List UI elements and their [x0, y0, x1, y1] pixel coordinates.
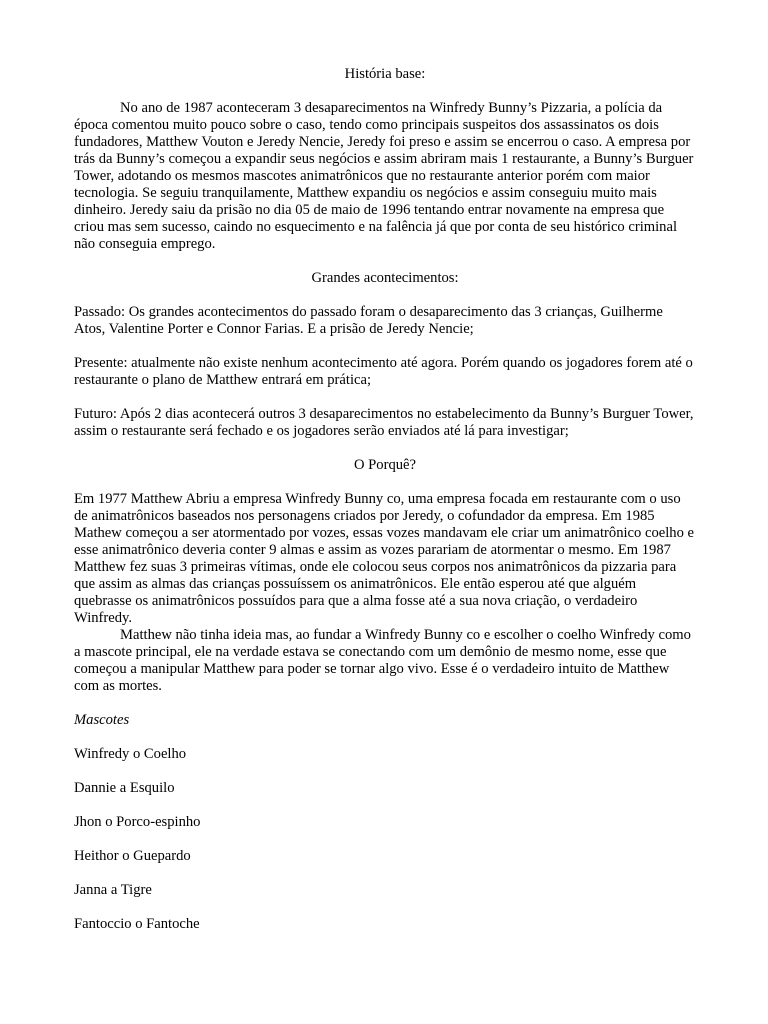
base-story-paragraph: No ano de 1987 aconteceram 3 desaparecimentos na Winfredy Bunny’s Pizzaria, a polícia da época comentou muito pouco sobre o caso, tendo como principais suspeitos dos assassinatos os dois fundadores, Matthew Vouton e Jeredy Nencie, Jeredy foi preso e assim se encerrou o caso. A empresa por trás da Bunny’s começou a expandir seus negócios e assim abriram mais 1 restaurante, a Bunny’s Burguer Tower, adotando os mesmos mascotes animatrônicos que no restaurante anterior porém com maior tecnologia. Se seguiu tranquilamente, Matthew expandiu os negócios e assim conseguiu muito mais dinheiro. Jeredy saiu da prisão no dia 05 de maio de 1996 tentando entrar novamente na empresa que criou mas sem sucesso, caindo no esquecimento e na falência já que por conta de seu histórico criminal não conseguia emprego.	[74, 100, 694, 252]
present-paragraph: Presente: atualmente não existe nenhum acontecimento até agora. Porém quando os jogadores forem até o restaurante o plano de Matthew entrará em prática;	[74, 355, 693, 388]
mascot-item: Dannie a Esquilo	[74, 780, 175, 796]
base-story-heading: História base:	[344, 66, 426, 82]
document-page	[74, 66, 696, 933]
mascots-heading: Mascotes	[74, 712, 130, 728]
mascot-item: Janna a Tigre	[74, 882, 152, 898]
mascot-item: Heithor o Guepardo	[74, 848, 191, 864]
future-paragraph: Futuro: Após 2 dias acontecerá outros 3 desaparecimentos no estabelecimento da Bunny’s Burguer Tower, assim o restaurante será fechado e os jogadores serão enviados até lá para investigar;	[74, 406, 694, 439]
past-paragraph: Passado: Os grandes acontecimentos do passado foram o desaparecimento das 3 crianças, Guilherme Atos, Valentine Porter e Connor Farias. E a prisão de Jeredy Nencie;	[74, 304, 663, 337]
why-heading: O Porquê?	[353, 457, 416, 473]
events-heading: Grandes acontecimentos:	[311, 270, 459, 286]
mascot-item: Winfredy o Coelho	[74, 746, 187, 762]
mascot-item: Fantoccio o Fantoche	[74, 916, 200, 932]
why-paragraph-2: Matthew não tinha ideia mas, ao fundar a Winfredy Bunny co e escolher o coelho Winfredy como a mascote principal, ele na verdade estava se conectando com um demônio de mesmo nome, esse que começou a manipular Matthew para poder se tornar algo vivo. Esse é o verdadeiro intuito de Matthew com as mortes.	[74, 627, 691, 694]
mascot-item: Jhon o Porco-espinho	[74, 814, 201, 830]
why-paragraph-1: Em 1977 Matthew Abriu a empresa Winfredy Bunny co, uma empresa focada em restaurante com o uso de animatrônicos baseados nos personagens criados por Jeredy, o cofundador da empresa. Em 1985 Mathew começou a ser atormentado por vozes, essas vozes mandavam ele criar um animatrônico coelho e esse animatrônico deveria conter 9 almas e assim as vozes parariam de atormentar o mesmo. Em 1987 Matthew fez suas 3 primeiras vítimas, onde ele colocou seus corpos nos animatrônicos da pizzaria para que assim as almas das crianças possuíssem os animatrônicos. Ele então esperou até que alguém quebrasse os animatrônicos possuídos para que a alma fosse até a sua nova criação, o verdadeiro Winfredy.	[74, 491, 694, 626]
